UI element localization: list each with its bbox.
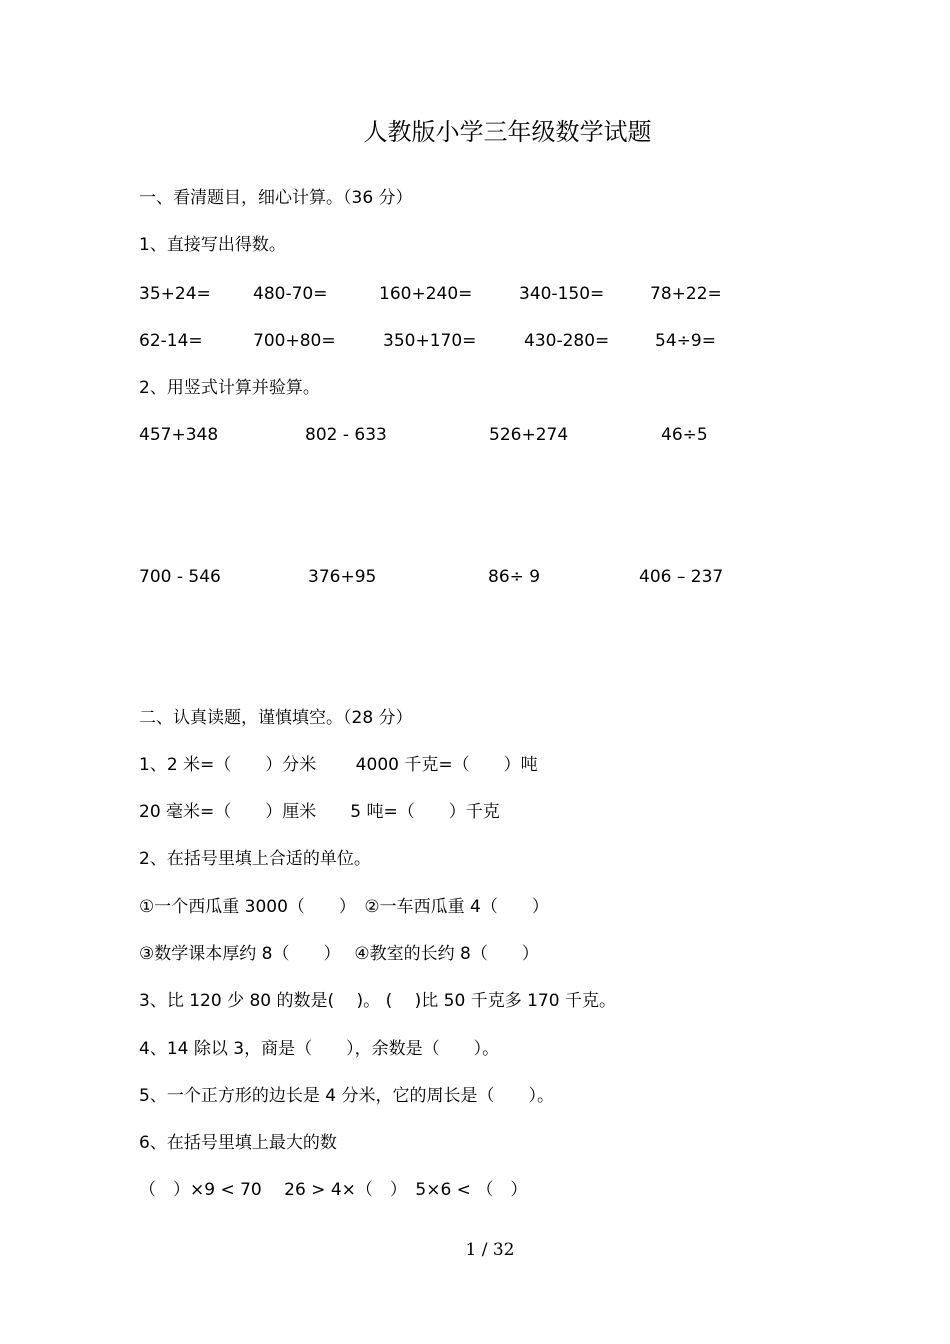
section2-q3: 3、比 120 少 80 的数是( )。 ( )比 50 千克多 170 千克。 — [139, 991, 616, 1011]
direct-calc-item: 340-150= — [519, 284, 605, 304]
vertical-calc-item: 406 – 237 — [639, 567, 724, 587]
vertical-calc-item: 526+274 — [489, 425, 569, 445]
page-number: 1 / 32 — [465, 1240, 515, 1260]
vertical-calc-item: 802 - 633 — [305, 425, 387, 445]
section2-heading: 二、认真读题，谨慎填空。（28 分） — [139, 708, 413, 728]
vertical-calc-item: 376+95 — [308, 567, 377, 587]
document-title: 人教版小学三年级数学试题 — [363, 118, 652, 146]
section2-q2-line2: ③数学课本厚约 8（ ） ④教室的长约 8（ ） — [139, 944, 539, 964]
section2-q1-line1: 1、2 米=（ ）分米 4000 千克=（ ）吨 — [139, 755, 538, 775]
direct-calc-item: 700+80= — [253, 331, 336, 351]
section1-q1-heading: 1、直接写出得数。 — [139, 235, 286, 255]
section2-q6-heading: 6、在括号里填上最大的数 — [139, 1133, 337, 1153]
direct-calc-item: 78+22= — [650, 284, 722, 304]
direct-calc-item: 350+170= — [383, 331, 477, 351]
direct-calc-item: 62-14= — [139, 331, 203, 351]
direct-calc-item: 160+240= — [379, 284, 473, 304]
vertical-calc-item: 46÷5 — [661, 425, 708, 445]
section2-q2-line1: ①一个西瓜重 3000（ ） ②一车西瓜重 4（ ） — [139, 897, 549, 917]
vertical-calc-item: 700 - 546 — [139, 567, 221, 587]
section2-q1-line2: 20 毫米=（ ）厘米 5 吨=（ ）千克 — [139, 802, 500, 822]
section2-q6-line: （ ）×9 < 70 26 > 4×（ ） 5×6 < （ ） — [139, 1180, 528, 1200]
section2-q5: 5、一个正方形的边长是 4 分米，它的周长是（ ）。 — [139, 1086, 554, 1106]
direct-calc-item: 35+24= — [139, 284, 211, 304]
section2-q4: 4、14 除以 3，商是（ ），余数是（ ）。 — [139, 1039, 500, 1059]
section1-heading: 一、看清题目，细心计算。（36 分） — [139, 188, 413, 208]
vertical-calc-item: 457+348 — [139, 425, 219, 445]
direct-calc-item: 430-280= — [524, 331, 610, 351]
vertical-calc-item: 86÷ 9 — [488, 567, 541, 587]
section1-q2-heading: 2、用竖式计算并验算。 — [139, 378, 320, 398]
direct-calc-item: 480-70= — [253, 284, 328, 304]
section2-q2-heading: 2、在括号里填上合适的单位。 — [139, 849, 371, 869]
direct-calc-item: 54÷9= — [655, 331, 716, 351]
